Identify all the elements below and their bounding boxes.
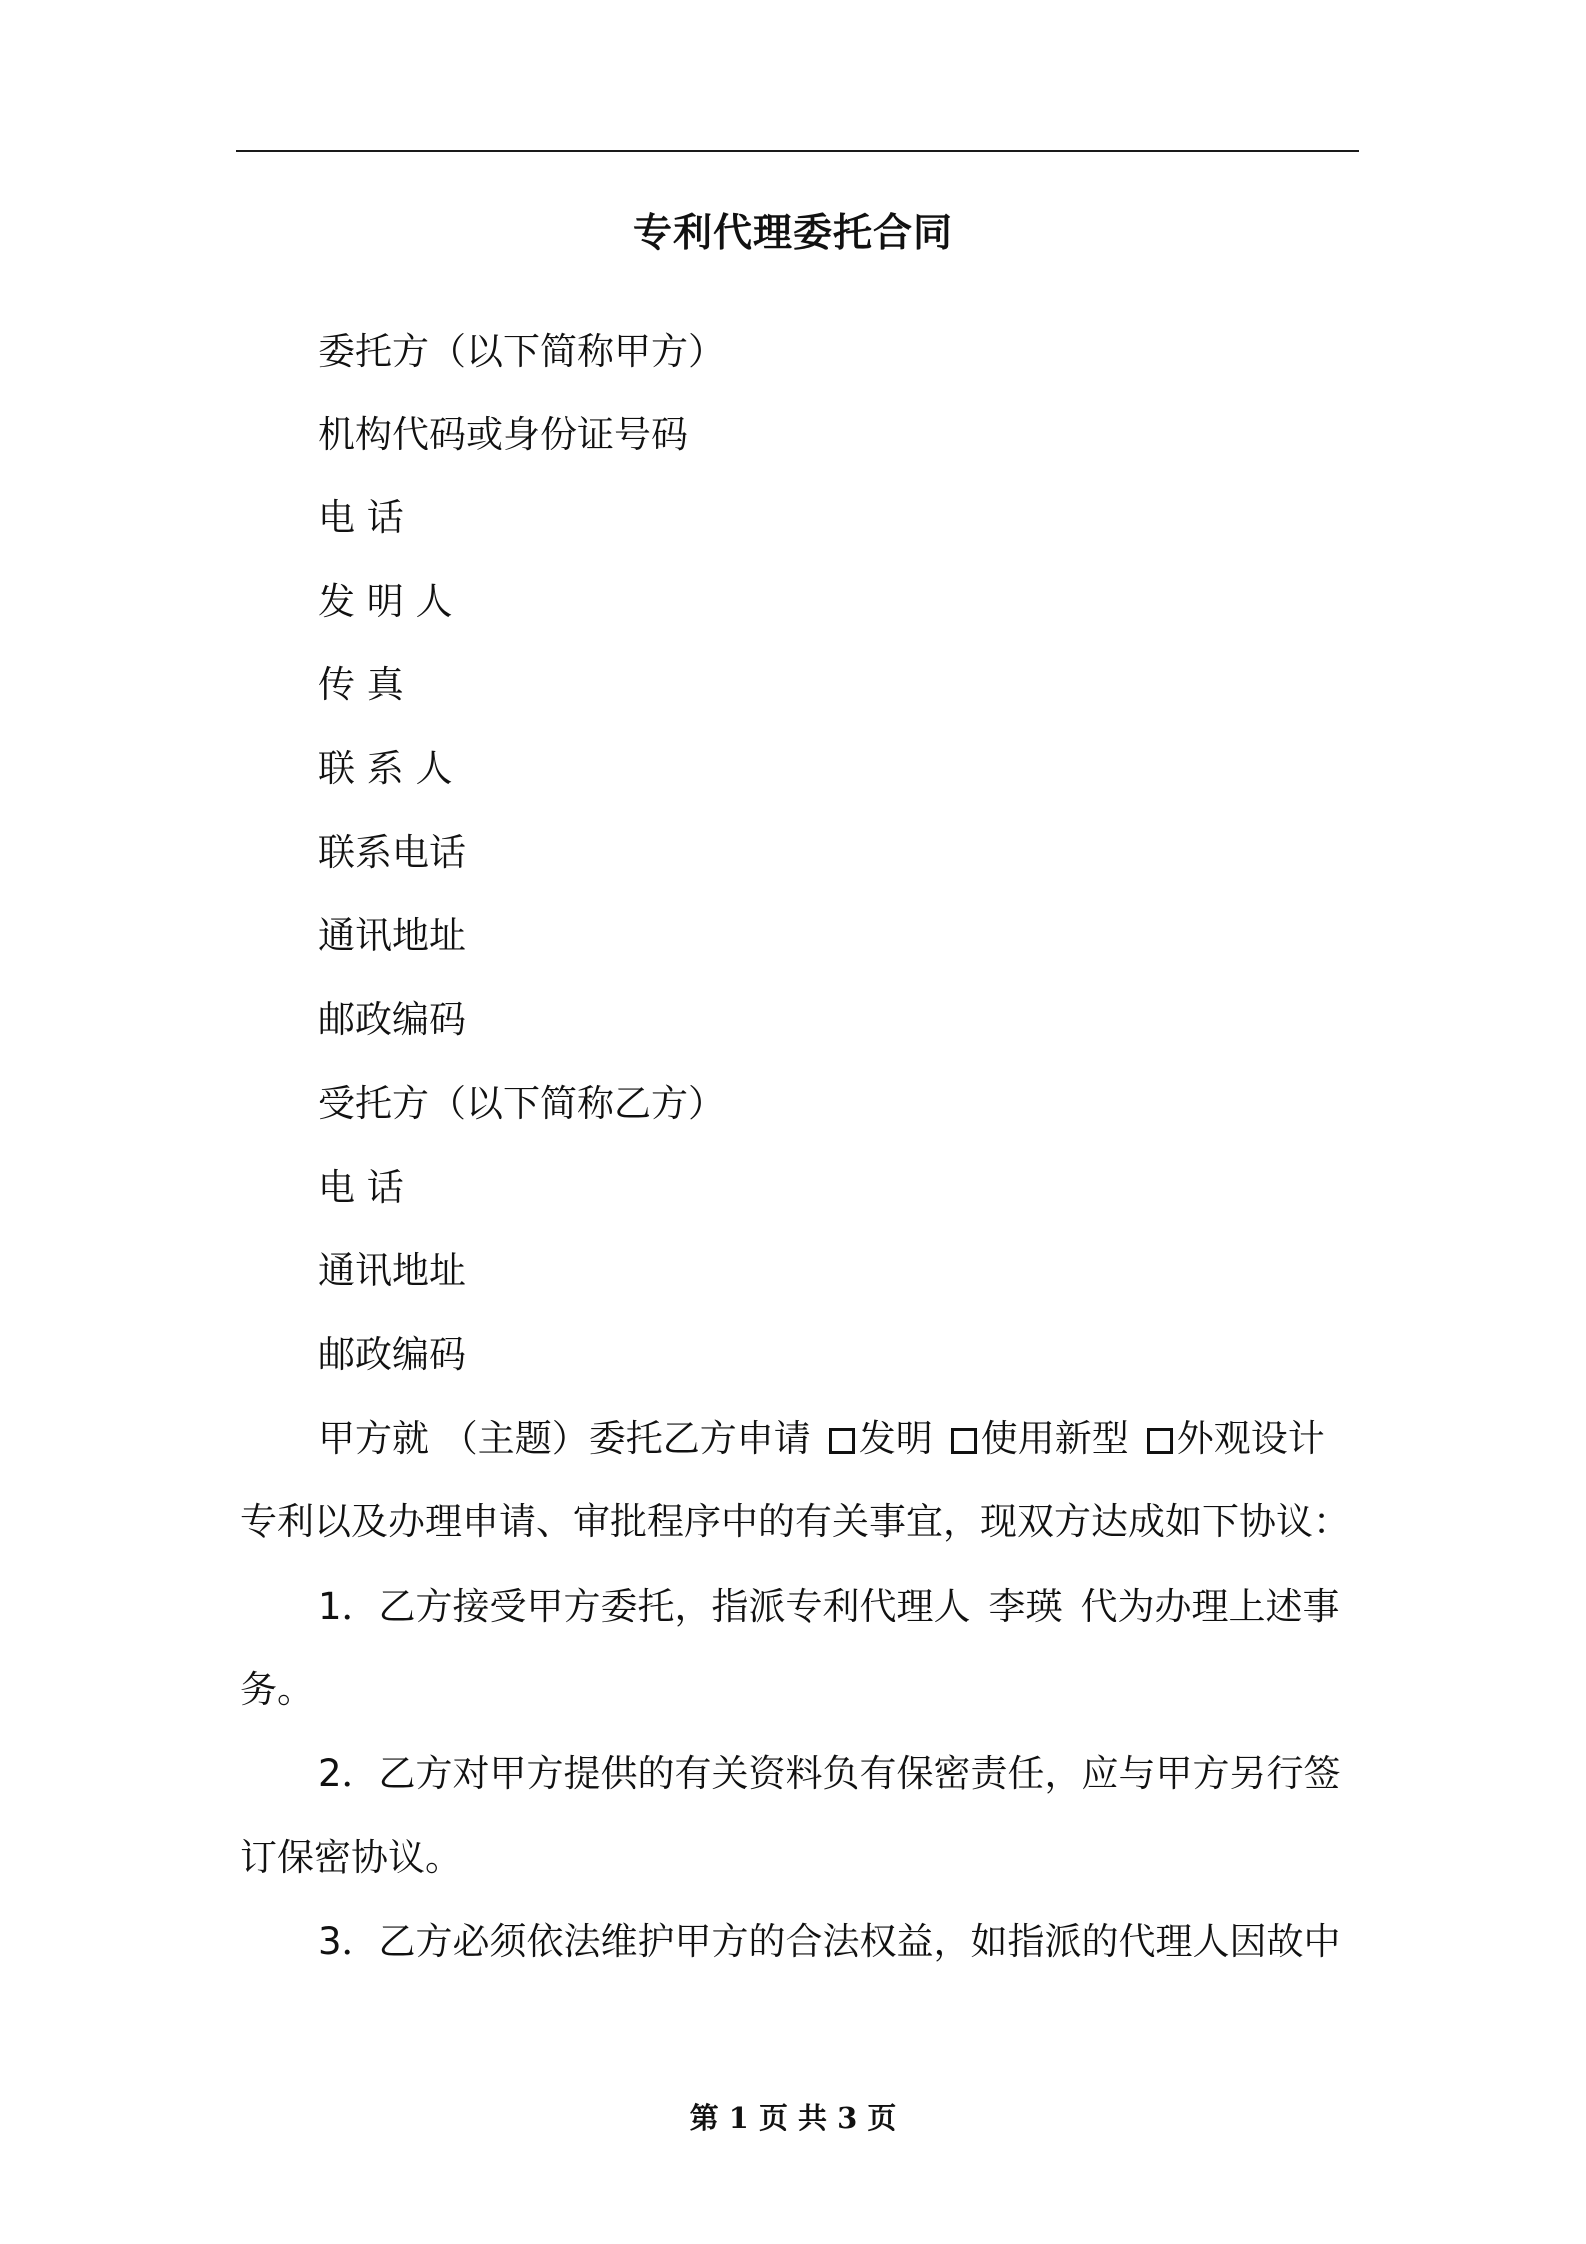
clause-1-line2: 务。 [240,1668,314,1711]
clause-1-line1 [318,1585,1340,1629]
field-agent-phone: 电 话 [318,1166,404,1209]
field-client-postcode: 邮政编码 [318,998,466,1041]
field-contact-person: 联 系 人 [318,747,453,790]
field-client-address: 通讯地址 [318,914,466,957]
clause-intro-line1 [318,1417,1325,1461]
field-agent-postcode: 邮政编码 [318,1333,466,1376]
checkbox-utility-model[interactable] [951,1428,977,1454]
clause-3-line1: 3．乙方必须依法维护甲方的合法权益，如指派的代理人因故中 [318,1920,1341,1963]
checkbox-design[interactable] [1147,1428,1173,1454]
checkbox-invention[interactable] [829,1428,855,1454]
field-contact-phone: 联系电话 [318,831,466,874]
document-title: 专利代理委托合同 [632,211,953,256]
checkbox-design-label: 外观设计 [1176,1417,1325,1460]
clause-1-text-before: 1．乙方接受甲方委托，指派专利代理人 [318,1585,971,1628]
clause-intro-line2: 专利以及办理申请、审批程序中的有关事宜，现双方达成如下协议： [240,1500,1350,1543]
field-fax: 传 真 [318,663,404,706]
agent-name: 李瑛 [988,1585,1063,1628]
clause-2-line2: 订保密协议。 [240,1836,462,1879]
header-rule [236,150,1359,152]
field-agent-party: 受托方（以下简称乙方） [318,1082,725,1125]
field-agent-address: 通讯地址 [318,1249,466,1292]
page-number-footer: 第 1 页 共 3 页 [689,2101,897,2135]
field-client-phone: 电 话 [318,496,404,539]
field-id-number: 机构代码或身份证号码 [318,413,688,456]
field-client-party: 委托方（以下简称甲方） [318,330,725,373]
clause-2-line1: 2．乙方对甲方提供的有关资料负有保密责任，应与甲方另行签 [318,1752,1341,1795]
clause-intro-prefix: 甲方就 （主题）委托乙方申请 [318,1417,811,1460]
clause-1-text-after: 代为办理上述事 [1080,1585,1340,1628]
checkbox-invention-label: 发明 [858,1417,933,1460]
checkbox-utility-model-label: 使用新型 [980,1417,1129,1460]
field-inventor: 发 明 人 [318,580,453,623]
